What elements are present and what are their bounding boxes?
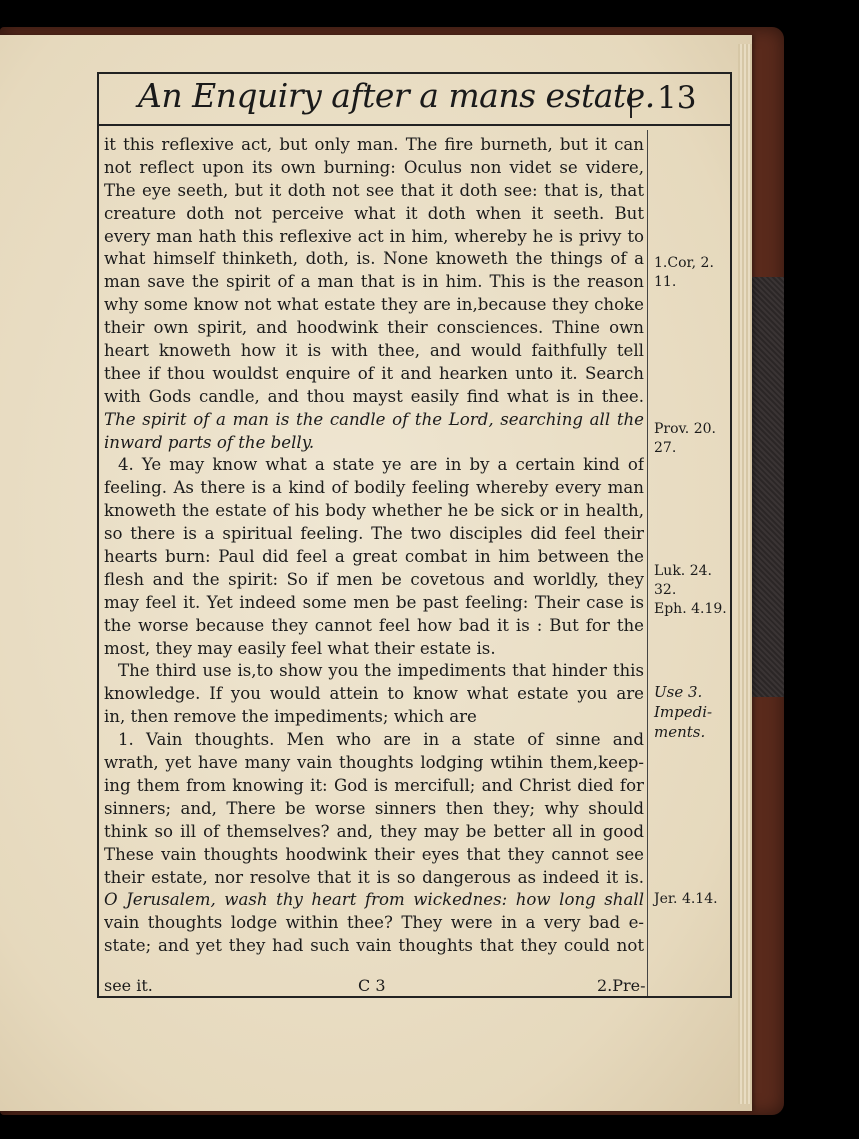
body-line: heart knoweth how it is with thee, and would faithfully tell bbox=[104, 341, 644, 361]
margin-reference bbox=[654, 254, 734, 292]
body-line: O Jerusalem, wash thy heart from wickednes: how long shall bbox=[104, 890, 644, 910]
body-line: what himself thinketh, doth, is. None knoweth the things of a bbox=[104, 249, 644, 269]
body-line: hearts burn: Paul did feel a great combat in him between the bbox=[104, 547, 644, 567]
body-line: every man hath this reflexive act in him, whereby he is privy to bbox=[104, 226, 644, 246]
body-line: ing them from knowing it: God is mercifull; and Christ died for bbox=[104, 775, 644, 795]
margin-reference bbox=[654, 420, 734, 458]
frame-rule-top bbox=[97, 72, 732, 74]
margin-column-divider bbox=[647, 130, 648, 996]
body-line: feeling. As there is a kind of bodily feeling whereby every man bbox=[104, 478, 644, 498]
signature-mark: C 3 bbox=[358, 976, 386, 995]
margin-reference bbox=[654, 562, 734, 600]
margin-reference-line: 11. bbox=[654, 274, 677, 290]
body-line: in, then remove the impediments; which are bbox=[104, 707, 477, 727]
margin-reference-line: 32. bbox=[654, 582, 677, 598]
header-rule bbox=[99, 124, 730, 126]
body-line: their own spirit, and hoodwink their consciences. Thine own bbox=[104, 318, 644, 338]
running-title: An Enquiry after a mans estate. bbox=[138, 76, 655, 115]
body-line: state; and yet they had such vain thoughts that they could not bbox=[104, 936, 644, 956]
last-words: see it. bbox=[104, 976, 153, 995]
body-text bbox=[104, 134, 644, 958]
margin-reference-line: ments. bbox=[654, 723, 706, 741]
body-line: why some know not what estate they are in,because they choke bbox=[104, 295, 644, 315]
page-number: 13 bbox=[657, 80, 697, 116]
frame-rule-right bbox=[730, 72, 732, 998]
body-line: so there is a spiritual feeling. The two disciples did feel their bbox=[104, 524, 644, 544]
body-line: most, they may easily feel what their estate is. bbox=[104, 638, 496, 658]
margin-reference-line: 1.Cor, 2. bbox=[654, 255, 714, 271]
margin-reference-line: Eph. 4.19. bbox=[654, 601, 727, 617]
body-line: their estate, nor resolve that it is so dangerous as indeed it is. bbox=[104, 867, 644, 887]
page-edge bbox=[738, 44, 752, 1104]
body-line: inward parts of the belly. bbox=[104, 432, 315, 452]
body-line: not reflect upon its own burning: Oculus non videt se videre, bbox=[104, 157, 644, 177]
body-line: knowledge. If you would attein to know what estate you are bbox=[104, 684, 644, 704]
body-line: may feel it. Yet indeed some men be past feeling: Their case is bbox=[104, 592, 644, 612]
body-line: 1. Vain thoughts. Men who are in a state of sinne and bbox=[118, 730, 644, 750]
body-line: sinners; and, There be worse sinners then they; why should bbox=[104, 798, 644, 818]
page-footer bbox=[104, 976, 644, 998]
margin-reference-line: Prov. 20. bbox=[654, 421, 716, 437]
frame-rule-left bbox=[97, 72, 99, 998]
margin-reference-line: Impedi- bbox=[654, 703, 713, 721]
body-line: These vain thoughts hoodwink their eyes that they cannot see bbox=[104, 844, 644, 864]
body-line: with Gods candle, and thou mayst easily find what is in thee. bbox=[104, 386, 644, 406]
margin-reference bbox=[654, 600, 734, 619]
catchword: 2.Pre- bbox=[597, 976, 646, 995]
body-line: man save the spirit of a man that is in him. This is the reason bbox=[104, 272, 644, 292]
body-line: The spirit of a man is the candle of the Lord, searching all the bbox=[104, 409, 644, 429]
body-line: knoweth the estate of his body whether he be sick or in health, bbox=[104, 501, 644, 521]
body-line: The third use is,to show you the impediments that hinder this bbox=[118, 661, 644, 681]
body-line: thee if thou wouldst enquire of it and hearken unto it. Search bbox=[104, 363, 644, 383]
cover-cloth bbox=[750, 277, 784, 697]
margin-reference bbox=[654, 890, 734, 909]
body-line: The eye seeth, but it doth not see that it doth see: that is, that bbox=[104, 180, 644, 200]
margin-heading bbox=[654, 682, 734, 742]
margin-reference-line: 27. bbox=[654, 440, 677, 456]
body-line: flesh and the spirit: So if men be covetous and worldly, they bbox=[104, 569, 644, 589]
body-line: vain thoughts lodge within thee? They were in a very bad e- bbox=[104, 913, 644, 933]
margin-reference-line: Use 3. bbox=[654, 683, 703, 701]
body-line: wrath, yet have many vain thoughts lodging wtihin them,keep- bbox=[104, 753, 644, 773]
body-line: think so ill of themselves? and, they may be better all in good bbox=[104, 821, 644, 841]
body-line: it this reflexive act, but only man. The fire burneth, but it can bbox=[104, 135, 644, 154]
margin-reference-line: Jer. 4.14. bbox=[654, 891, 718, 907]
body-line: the worse because they cannot feel how bad it is : But for the bbox=[104, 615, 644, 635]
margin-reference-line: Luk. 24. bbox=[654, 563, 712, 579]
body-line: 4. Ye may know what a state ye are in by a certain kind of bbox=[118, 455, 644, 475]
body-line: creature doth not perceive what it doth when it seeth. But bbox=[104, 203, 644, 223]
